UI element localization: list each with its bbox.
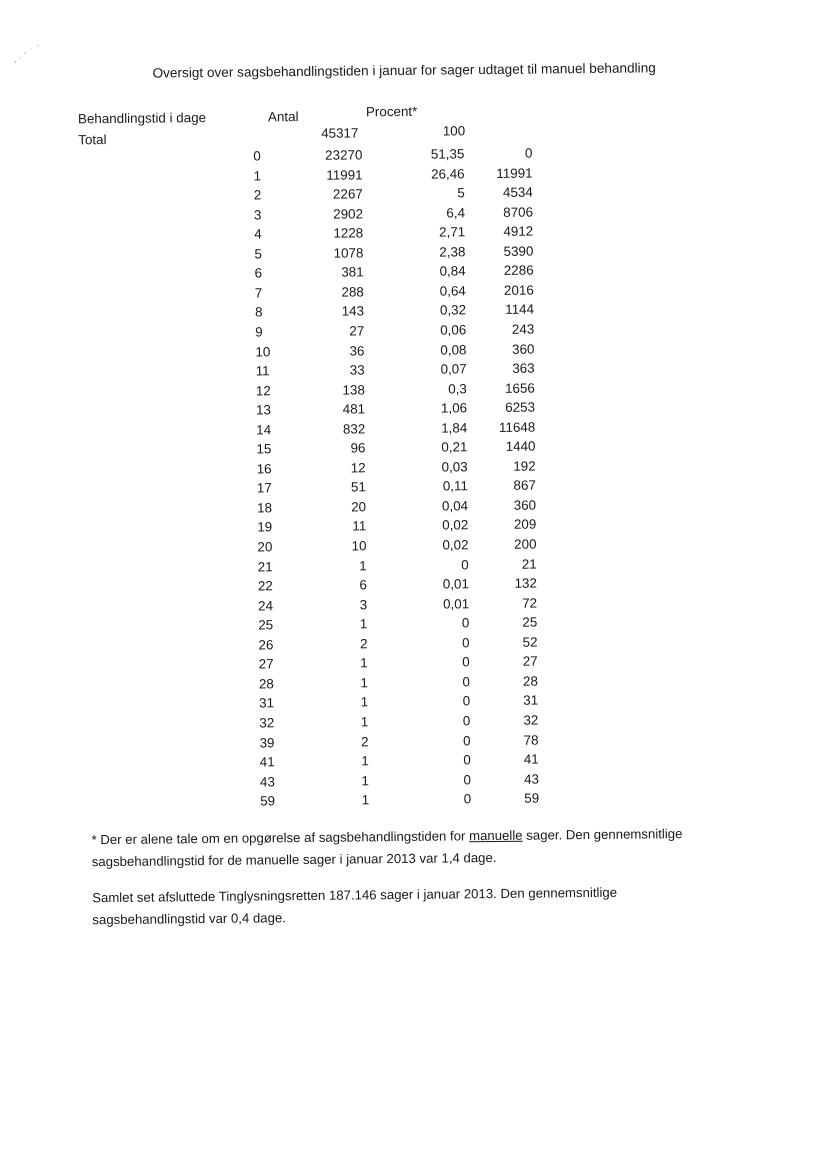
row-day: 39 [259, 734, 275, 750]
row-day: 26 [258, 637, 274, 653]
row-day: 28 [258, 676, 274, 692]
row-count: 481 [342, 401, 366, 417]
row-day: 5 [254, 246, 262, 262]
row-day: 32 [259, 715, 275, 731]
row-count: 1 [360, 694, 369, 710]
row-count: 51 [350, 479, 366, 495]
row-percent: 0,21 [441, 439, 468, 455]
row-day: 15 [256, 441, 272, 457]
row-product: 1656 [504, 380, 535, 396]
row-day: 22 [257, 578, 273, 594]
row-day: 11 [255, 363, 270, 379]
row-day: 43 [259, 773, 275, 790]
row-count: 381 [341, 264, 364, 280]
row-product: 72 [522, 595, 538, 611]
row-percent: 0 [462, 654, 470, 670]
row-percent: 0,11 [442, 478, 468, 494]
row-count: 96 [350, 440, 366, 456]
row-count: 36 [349, 342, 365, 359]
row-count: 3 [359, 596, 368, 613]
row-day: 3 [253, 207, 262, 223]
row-count: 832 [342, 421, 366, 437]
row-percent: 0,01 [442, 576, 469, 592]
row-product: 28 [522, 673, 538, 689]
row-count: 11991 [326, 166, 363, 183]
row-count: 2267 [332, 186, 363, 202]
row-day: 31 [259, 695, 275, 711]
row-count: 33 [349, 362, 365, 378]
row-count: 12 [350, 460, 366, 476]
row-day: 17 [256, 480, 272, 496]
row-product: 31 [523, 692, 539, 709]
row-count: 23270 [325, 147, 363, 163]
row-count: 1228 [333, 225, 364, 241]
scan-speck [11, 44, 41, 68]
row-day: 1 [253, 167, 262, 184]
row-day: 21 [257, 558, 273, 575]
row-count: 1 [361, 772, 370, 789]
page-title: Oversigt over sagsbehandlingstiden i januar for sager udtaget til manuel behandling [152, 60, 656, 81]
row-day: 7 [254, 285, 263, 301]
row-product: 11991 [496, 165, 533, 181]
footnote [91, 823, 691, 873]
row-day: 19 [257, 519, 273, 535]
summary-text: Samlet set afsluttede Tinglysningsretten 187.146 sager i januar 2013. Den gennemsnitlige sagsbehandlingstid var 0,4 dage. [92, 884, 618, 928]
row-percent: 0 [462, 713, 471, 729]
row-product: 0 [524, 145, 533, 161]
row-count: 1 [360, 714, 369, 730]
row-percent: 0 [462, 693, 471, 709]
row-product: 8706 [503, 204, 534, 220]
row-day: 13 [255, 402, 272, 418]
row-product: 360 [513, 497, 537, 513]
row-percent: 0,02 [442, 537, 469, 553]
total-percent: 100 [442, 123, 466, 139]
row-day: 24 [258, 597, 274, 614]
row-count: 2902 [333, 206, 364, 222]
total-count: 45317 [321, 125, 359, 141]
row-product: 41 [523, 751, 539, 767]
row-product: 1440 [505, 438, 536, 455]
row-percent: 0,04 [441, 498, 469, 514]
row-product: 200 [514, 536, 537, 552]
row-product: 1144 [505, 301, 535, 318]
row-percent: 1,06 [440, 400, 468, 416]
row-product: 25 [522, 614, 538, 630]
row-product: 132 [514, 575, 537, 591]
row-day: 12 [255, 382, 271, 399]
row-percent: 0,64 [439, 283, 466, 299]
row-count: 1 [361, 753, 369, 769]
row-product: 2286 [503, 262, 534, 279]
row-day: 8 [254, 304, 263, 320]
row-percent: 0 [463, 771, 472, 787]
row-percent: 0,06 [440, 322, 467, 338]
row-day: 20 [257, 539, 273, 555]
row-product: 27 [522, 653, 538, 670]
row-percent: 0 [462, 732, 471, 748]
row-percent: 0 [462, 674, 470, 690]
row-count: 1 [360, 655, 368, 671]
row-product: 6253 [505, 399, 536, 416]
row-percent: 0,08 [440, 341, 467, 358]
footnote-text-2: sager. Den gennemsnitlige sagsbehandlingstid for de manuelle sager i januar 2013 var 1,4 dage. [91, 826, 683, 870]
row-percent: 2,71 [439, 224, 466, 240]
row-count: 138 [342, 381, 365, 398]
row-percent: 0,03 [441, 459, 468, 475]
row-count: 6 [359, 577, 367, 593]
row-percent: 1,84 [441, 419, 468, 436]
row-percent: 26,46 [430, 165, 465, 182]
row-product: 867 [513, 477, 536, 494]
row-count: 288 [341, 284, 364, 300]
row-count: 1 [359, 557, 367, 573]
row-percent: 0 [463, 752, 471, 768]
row-percent: 0 [461, 615, 470, 631]
row-product: 78 [523, 732, 539, 748]
row-day: 14 [256, 422, 272, 438]
column-header-count: Antal [267, 109, 299, 125]
row-product: 43 [523, 771, 540, 787]
row-day: 25 [258, 617, 274, 633]
row-product: 360 [512, 341, 535, 357]
row-percent: 0,32 [439, 302, 467, 318]
row-product: 21 [521, 556, 537, 572]
row-percent: 51,35 [430, 146, 465, 162]
row-product: 52 [522, 634, 538, 650]
row-day: 16 [256, 461, 272, 477]
row-day: 41 [259, 754, 275, 770]
row-day: 0 [253, 148, 261, 164]
row-day: 18 [256, 500, 273, 516]
row-product: 363 [512, 360, 535, 376]
column-header-days: Behandlingstid i dage [77, 110, 207, 127]
row-percent: 0,3 [448, 380, 467, 397]
row-count: 27 [349, 323, 365, 339]
row-product: 4534 [502, 184, 533, 200]
column-header-percent: Procent* [365, 103, 418, 120]
row-count: 10 [351, 538, 367, 554]
row-day: 10 [255, 343, 271, 360]
row-percent: 0,01 [442, 595, 470, 612]
row-percent: 0 [461, 556, 469, 572]
row-count: 1078 [333, 245, 364, 261]
row-count: 1 [361, 792, 370, 808]
row-product: 209 [513, 517, 537, 533]
row-percent: 0,84 [439, 263, 466, 279]
row-product: 5390 [503, 243, 534, 259]
row-percent: 0 [463, 791, 472, 807]
row-product: 2016 [503, 282, 534, 298]
row-product: 4912 [503, 223, 534, 240]
row-product: 11648 [498, 419, 536, 435]
footnote-underlined: manuelle [468, 827, 523, 844]
row-percent: 6,4 [446, 204, 466, 221]
row-day: 2 [253, 187, 262, 203]
row-count: 2 [360, 733, 369, 749]
row-day: 27 [258, 656, 274, 672]
row-count: 2 [359, 636, 368, 652]
row-product: 59 [524, 790, 540, 806]
row-day: 6 [254, 265, 263, 281]
row-percent: 2,38 [439, 244, 466, 260]
row-count: 143 [341, 303, 365, 319]
footnote-text-1: * Der er alene tale om en opgørelse af sagsbehandlingstiden for [91, 828, 470, 848]
row-day: 9 [255, 324, 263, 340]
row-percent: 0,02 [442, 517, 469, 533]
row-day: 59 [260, 793, 276, 809]
row-percent: 5 [457, 185, 465, 201]
row-count: 1 [360, 675, 368, 691]
row-product: 243 [511, 321, 535, 337]
row-count: 11 [352, 518, 367, 534]
total-label: Total [78, 132, 107, 148]
row-count: 20 [351, 499, 367, 515]
row-count: 1 [359, 616, 368, 632]
row-product: 32 [523, 712, 539, 728]
row-percent: 0,07 [440, 361, 467, 377]
row-product: 192 [513, 458, 536, 474]
row-percent: 0 [461, 635, 470, 651]
row-day: 4 [254, 226, 262, 242]
